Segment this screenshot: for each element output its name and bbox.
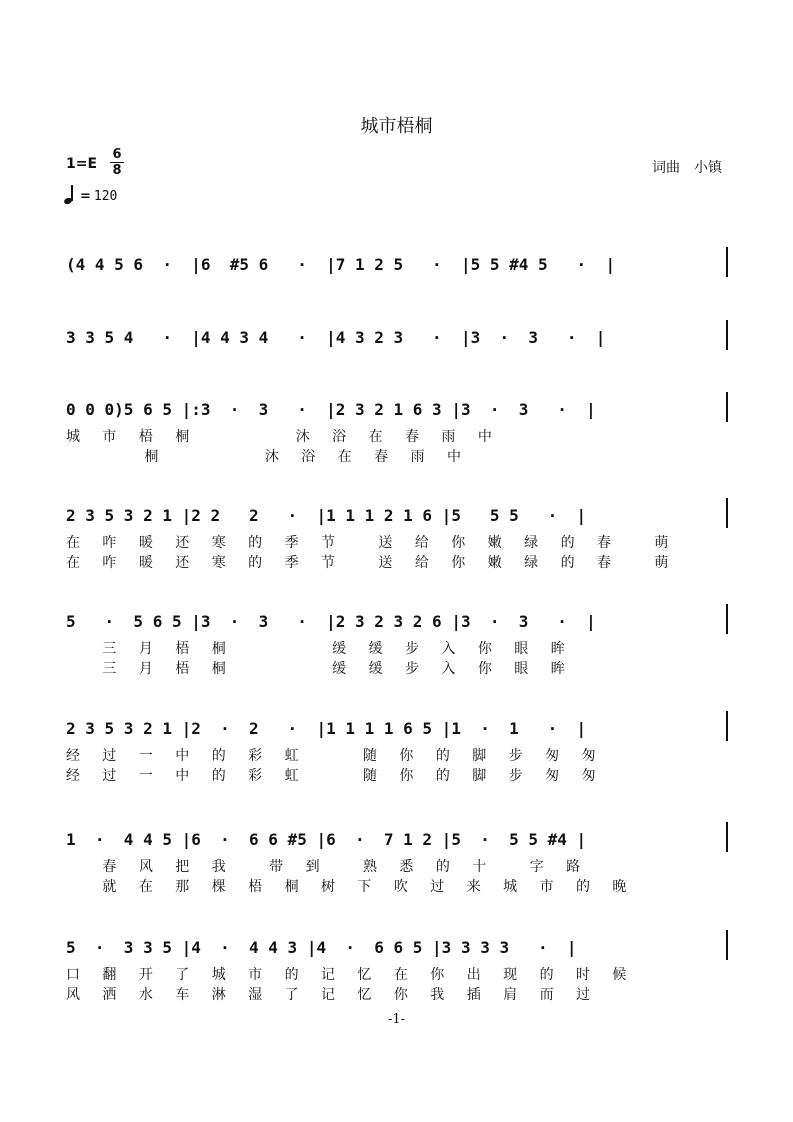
meter-numerator: 6 (112, 147, 122, 162)
key-signature: 1=E (66, 156, 98, 172)
notes-line: 5 · 3 3 5 |4 · 4 4 3 |4 · 6 6 5 |3 3 3 3 · | (66, 938, 577, 957)
lyrics-line: 三 月 梧 桐 缓 缓 步 入 你 眼 眸 (66, 661, 572, 677)
barline (726, 247, 728, 277)
tempo-equals: = (80, 189, 91, 204)
credit-text: 词曲 小镇 (652, 160, 722, 176)
lyrics-line: 口 翻 开 了 城 市 的 记 忆 在 你 出 现 的 时 候 (66, 967, 634, 983)
lyrics-line: 经 过 一 中 的 彩 虹 随 你 的 脚 步 匆 匆 (66, 748, 603, 764)
barline (726, 604, 728, 634)
notes-line: 2 3 5 3 2 1 |2 · 2 · |1 1 1 1 6 5 |1 · 1 · | (66, 719, 587, 738)
lyrics-line: 风 洒 水 车 淋 湿 了 记 忆 你 我 插 肩 而 过 (66, 987, 598, 1003)
lyrics-line: 三 月 梧 桐 缓 缓 步 入 你 眼 眸 (66, 641, 572, 657)
time-signature (108, 147, 126, 178)
lyrics-line: 在 咋 暖 还 寒 的 季 节 送 给 你 嫩 绿 的 春 萌 (66, 535, 676, 551)
lyrics-line: 春 风 把 我 带 到 熟 悉 的 十 字 路 (66, 859, 588, 875)
page-number: -1- (387, 1012, 406, 1027)
notes-line: 5 · 5 6 5 |3 · 3 · |2 3 2 3 2 6 |3 · 3 · | (66, 612, 596, 631)
barline (726, 498, 728, 528)
notes-line: (4 4 5 6 · |6 #5 6 · |7 1 2 5 · |5 5 #4 5 · | (66, 255, 616, 274)
meter-denominator: 8 (112, 163, 122, 178)
lyrics-line: 在 咋 暖 还 寒 的 季 节 送 给 你 嫩 绿 的 春 萌 (66, 555, 676, 571)
barline (726, 822, 728, 852)
tempo-marking (64, 186, 117, 204)
notes-line: 1 · 4 4 5 |6 · 6 6 #5 |6 · 7 1 2 |5 · 5 5 #4 | (66, 830, 587, 849)
barline (726, 392, 728, 422)
lyrics-line: 就 在 那 棵 梧 桐 树 下 吹 过 来 城 市 的 晚 (66, 879, 634, 895)
notes-line: 2 3 5 3 2 1 |2 2 2 · |1 1 1 2 1 6 |5 5 5 · | (66, 506, 587, 525)
quarter-note-icon (64, 186, 78, 204)
lyrics-line: 桐 沐 浴 在 春 雨 中 (66, 449, 469, 465)
notes-line: 3 3 5 4 · |4 4 3 4 · |4 3 2 3 · |3 · 3 · | (66, 328, 606, 347)
barline (726, 930, 728, 960)
lyrics-line: 经 过 一 中 的 彩 虹 随 你 的 脚 步 匆 匆 (66, 768, 603, 784)
notes-line: 0 0 0)5 6 5 |:3 · 3 · |2 3 2 1 6 3 |3 · 3 · | (66, 400, 596, 419)
tempo-value: 120 (93, 189, 118, 204)
lyrics-line: 城 市 梧 桐 沐 浴 在 春 雨 中 (66, 429, 499, 445)
barline (726, 711, 728, 741)
barline (726, 320, 728, 350)
song-title: 城市梧桐 (360, 116, 433, 137)
